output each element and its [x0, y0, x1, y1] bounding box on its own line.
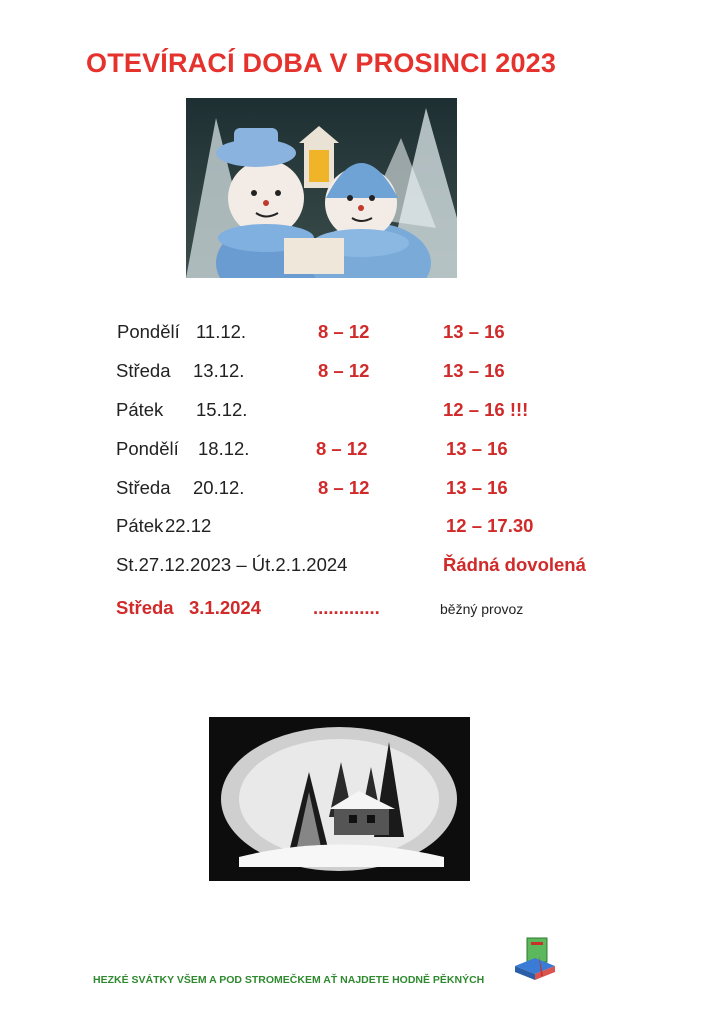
date: 18.12. [198, 438, 250, 459]
afternoon-hours: 12 – 17.30 [446, 515, 534, 536]
morning-hours: 8 – 12 [318, 321, 370, 342]
resume-day: Středa [116, 597, 174, 618]
resume-date: 3.1.2024 [189, 597, 262, 618]
afternoon-hours: 13 – 16 [446, 438, 508, 459]
morning-hours: 8 – 12 [316, 438, 368, 459]
schedule-row [117, 321, 180, 343]
afternoon-hours: 12 – 16 !!! [443, 399, 529, 420]
morning-hours: 8 – 12 [318, 477, 370, 498]
date: 20.12. [193, 477, 245, 498]
vacation-range: St.27.12.2023 – Út.2.1.2024 [116, 554, 348, 575]
snowmen-photo [186, 98, 457, 278]
schedule-row [116, 360, 171, 382]
winter-cabin-engraving [209, 717, 470, 881]
books-icon [513, 936, 557, 982]
date: 11.12. [196, 321, 247, 342]
day: Pátek [116, 399, 164, 420]
date: 13.12. [193, 360, 245, 381]
resume-dots: ............. [313, 597, 380, 618]
schedule-row [116, 399, 163, 421]
day: Středa [116, 360, 171, 381]
afternoon-hours: 13 – 16 [443, 360, 505, 381]
day: Pondělí [116, 438, 179, 459]
day: Středa [116, 477, 171, 498]
morning-hours: 8 – 12 [318, 360, 370, 381]
schedule-row [116, 515, 163, 537]
date: 22.12 [165, 515, 212, 536]
footer-greeting: HEZKÉ SVÁTKY VŠEM A POD STROMEČKEM AŤ NAJDETE HODNĚ PĚKNÝCH [93, 974, 485, 986]
afternoon-hours: 13 – 16 [446, 477, 508, 498]
page-title: OTEVÍRACÍ DOBA V PROSINCI 2023 [86, 48, 557, 78]
schedule-row [116, 438, 179, 460]
schedule-row [116, 477, 171, 499]
resume-label: běžný provoz [440, 601, 524, 617]
vacation-label: Řádná dovolená [443, 554, 586, 575]
day: Pondělí [117, 321, 180, 342]
day: Pátek [116, 515, 164, 536]
afternoon-hours: 13 – 16 [443, 321, 505, 342]
date: 15.12. [196, 399, 248, 420]
